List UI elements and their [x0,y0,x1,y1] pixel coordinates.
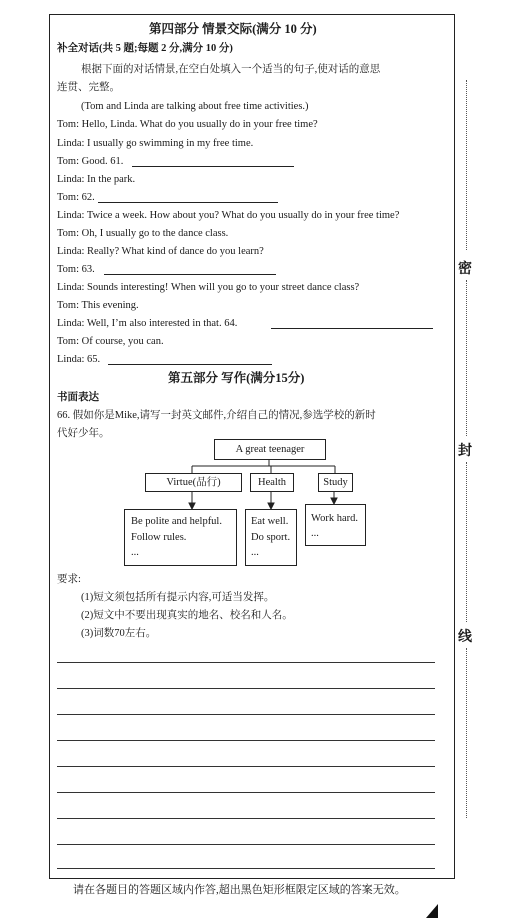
study-details [305,504,366,546]
detail-item: Follow rules. [131,532,187,543]
detail-item: ... [311,528,319,539]
detail-item: Eat well. [251,516,289,527]
writing-line[interactable] [57,688,435,689]
part5-title: 第五部分 写作(满分15分) [168,371,305,385]
dialogue-line: Tom: Oh, I usually go to the dance class. [57,228,229,239]
writing-line[interactable] [57,740,435,741]
dialogue-line: Tom: Of course, you can. [57,336,164,347]
seal-mark: 封 [458,443,472,459]
writing-line[interactable] [57,868,435,869]
dialogue-context: (Tom and Linda are talking about free time activities.) [81,101,309,112]
part4-subtitle: 补全对话(共 5 题;每题 2 分,满分 10 分) [57,43,233,54]
writing-line[interactable] [57,844,435,845]
dialogue-line: Tom: Hello, Linda. What do you usually do in your free time? [57,119,318,130]
mind-map-root-label: A great teenager [235,444,305,455]
detail-item: Be polite and helpful. [131,516,222,527]
health-details [245,509,297,566]
writing-line[interactable] [57,714,435,715]
requirement-item: (2)短文中不要出现真实的地名、校名和人名。 [81,610,293,621]
requirement-item: (1)短文须包括所有提示内容,可适当发挥。 [81,592,275,603]
mind-map-root [214,439,326,460]
seal-line-dots [466,280,467,436]
part5-prompt-line2: 代好少年。 [57,428,110,439]
part5-prompt-line1: 66. 假如你是Mike,请写一封英文邮件,介绍自己的情况,参选学校的新时 [57,410,376,421]
seal-mark: 密 [458,261,472,277]
writing-line[interactable] [57,766,435,767]
branch-study [318,473,353,492]
dialogue-line: Linda: Well, I’m also interested in that. 64. [57,318,238,329]
seal-line-dots [466,80,467,250]
writing-line[interactable] [57,792,435,793]
branch-study-label: Study [323,477,348,488]
branch-health [250,473,294,492]
part4-instruction-line1: 根据下面的对话情景,在空白处填入一个适当的句子,使对话的意思 [81,64,381,75]
part5-subtitle: 书面表达 [57,392,99,403]
detail-item: ... [131,547,139,558]
virtue-details [124,509,237,566]
dialogue-line: Tom: This evening. [57,300,139,311]
dialogue-line: Linda: Twice a week. How about you? What do you usually do in your free time? [57,210,400,221]
branch-virtue-label: Virtue(品行) [166,477,221,488]
dialogue-line: Tom: 62. [57,192,95,203]
branch-virtue [145,473,242,492]
seal-line-dots [466,462,467,622]
dialogue-line: Tom: Good. 61. [57,156,124,167]
part4-title: 第四部分 情景交际(满分 10 分) [149,22,317,36]
dialogue-line: Linda: In the park. [57,174,136,185]
dialogue-line: Linda: Sounds interesting! When will you go to your street dance class? [57,282,360,293]
requirement-item: (3)词数70左右。 [81,628,157,639]
seal-line-dots [466,648,467,818]
part4-instruction-line2: 连贯、完整。 [57,82,120,93]
dialogue-line: Tom: 63. [57,264,95,275]
corner-marker-icon [426,904,438,918]
dialogue-line: Linda: I usually go swimming in my free time. [57,138,254,149]
detail-item: Do sport. [251,532,291,543]
detail-item: Work hard. [311,513,358,524]
dialogue-line: Linda: 65. [57,354,101,365]
branch-health-label: Health [258,477,286,488]
dialogue-line: Linda: Really? What kind of dance do you learn? [57,246,264,257]
writing-line[interactable] [57,818,435,819]
footer-note: 请在各题目的答题区域内作答,超出黑色矩形框限定区域的答案无效。 [73,884,406,896]
writing-line[interactable] [57,662,435,663]
requirements-title: 要求: [57,574,81,585]
detail-item: ... [251,547,259,558]
seal-mark: 线 [458,629,472,645]
